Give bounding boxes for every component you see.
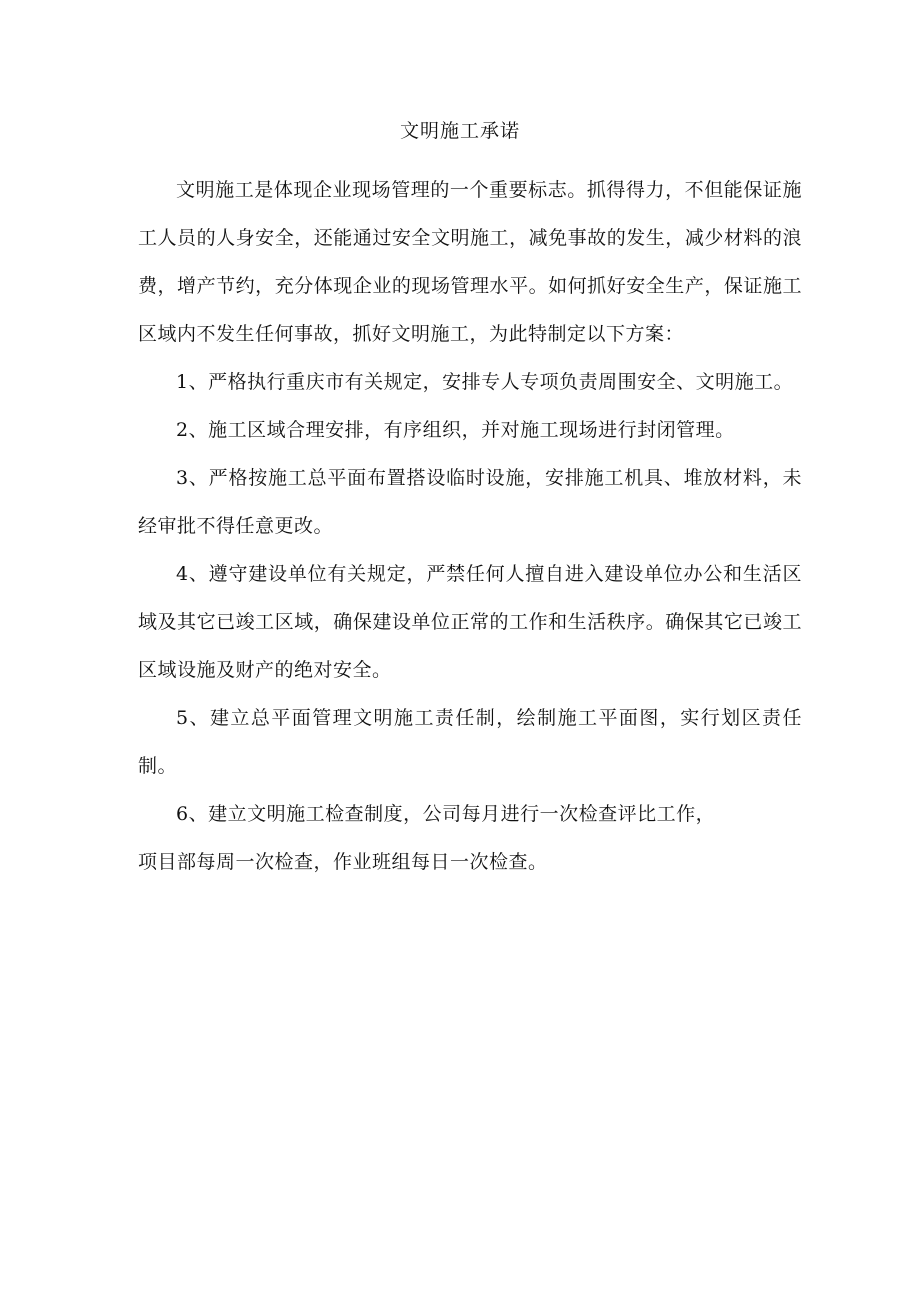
item-4-paragraph: 4、遵守建设单位有关规定，严禁任何人擅自进入建设单位办公和生活区域及其它已竣工区域，确保建设单位正常的工作和生活秩序。确保其它已竣工区域设施及财产的绝对安全。 bbox=[138, 563, 802, 681]
item-1-paragraph: 1、严格执行重庆市有关规定，安排专人专项负责周围安全、文明施工。 bbox=[176, 371, 794, 393]
item-5-paragraph: 5、建立总平面管理文明施工责任制，绘制施工平面图，实行划区责任制。 bbox=[138, 707, 802, 777]
document-title: 文明施工承诺 bbox=[399, 120, 520, 142]
intro-paragraph: 文明施工是体现企业现场管理的一个重要标志。抓得得力，不但能保证施工人员的人身安全，还能通过安全文明施工，减免事故的发生，减少材料的浪费，增产节约，充分体现企业的现场管理水平。如何抓好安全生产，保证施工区域内不发生任何事故，抓好文明施工，为此特制定以下方案： bbox=[138, 179, 802, 345]
item-3-paragraph: 3、严格按施工总平面布置搭设临时设施，安排施工机具、堆放材料，未经审批不得任意更改。 bbox=[138, 467, 802, 537]
item-6-paragraph bbox=[138, 790, 802, 886]
item-6-line-2: 项目部每周一次检查，作业班组每日一次检查。 bbox=[138, 851, 548, 873]
item-2-paragraph: 2、施工区域合理安排，有序组织，并对施工现场进行封闭管理。 bbox=[176, 419, 735, 441]
document-body bbox=[138, 166, 802, 886]
item-6-line-1: 6、建立文明施工检查制度，公司每月进行一次检查评比工作， bbox=[176, 803, 716, 825]
